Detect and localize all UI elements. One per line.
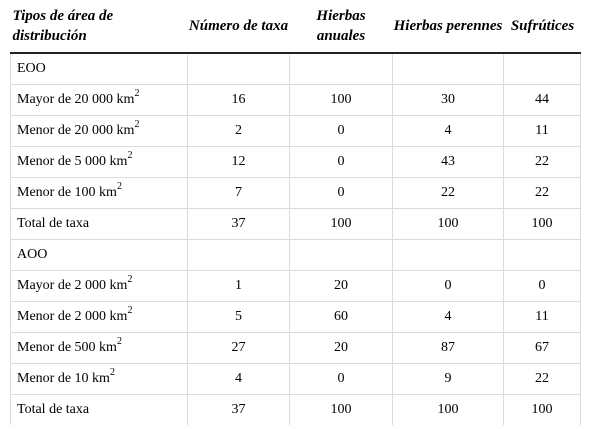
section-row: [11, 240, 581, 271]
table-cell: [504, 240, 581, 271]
table-cell: 22: [504, 147, 581, 178]
row-label: [11, 333, 188, 364]
table-cell: 0: [290, 147, 393, 178]
table-cell: 0: [290, 116, 393, 147]
table-row: [11, 395, 581, 426]
unit-superscript: 2: [134, 119, 140, 131]
unit-superscript: 2: [134, 88, 140, 100]
table-cell: 11: [504, 116, 581, 147]
table-row: [11, 116, 581, 147]
row-label-text: Mayor de 20 000 km: [17, 92, 135, 107]
row-label-text: Menor de 500 km: [17, 340, 117, 355]
table-cell: [290, 53, 393, 85]
distribution-table: [10, 0, 581, 425]
table-cell: [393, 53, 504, 85]
header-subshrubs: Sufrútices: [504, 0, 581, 53]
row-label: [11, 147, 188, 178]
row-label: [11, 116, 188, 147]
table-cell: 27: [188, 333, 290, 364]
header-annual-herbs: Hierbas anuales: [290, 0, 393, 53]
row-label-text: Menor de 2 000 km: [17, 309, 128, 324]
table-cell: 100: [393, 209, 504, 240]
row-label-text: Menor de 100 km: [17, 185, 117, 200]
table-cell: 4: [188, 364, 290, 395]
table-cell: 22: [504, 364, 581, 395]
table-cell: 16: [188, 85, 290, 116]
row-label: [11, 209, 188, 240]
table-cell: 100: [504, 395, 581, 426]
row-label: [11, 271, 188, 302]
table-row: [11, 147, 581, 178]
table-row: [11, 333, 581, 364]
header-perennial-herbs: Hierbas perennes: [393, 0, 504, 53]
table-cell: 44: [504, 85, 581, 116]
row-label: [11, 85, 188, 116]
row-label-text: Menor de 5 000 km: [17, 154, 128, 169]
table-cell: 100: [290, 209, 393, 240]
table-cell: 4: [393, 116, 504, 147]
table-cell: [188, 240, 290, 271]
table-cell: 0: [504, 271, 581, 302]
row-label: [11, 178, 188, 209]
row-label: [11, 364, 188, 395]
table-row: [11, 85, 581, 116]
table-header-row: [11, 0, 581, 53]
table-cell: 67: [504, 333, 581, 364]
table-cell: 20: [290, 271, 393, 302]
table-cell: 9: [393, 364, 504, 395]
table-cell: 0: [290, 364, 393, 395]
table-cell: 12: [188, 147, 290, 178]
table-cell: 100: [504, 209, 581, 240]
unit-superscript: 2: [109, 367, 115, 379]
unit-superscript: 2: [127, 150, 133, 162]
table-cell: 7: [188, 178, 290, 209]
section-row: [11, 53, 581, 85]
row-label-text: Total de taxa: [17, 402, 90, 417]
table-cell: [504, 53, 581, 85]
table-cell: 100: [290, 395, 393, 426]
row-label-text: Menor de 20 000 km: [17, 123, 135, 138]
row-label-text: Mayor de 2 000 km: [17, 278, 128, 293]
unit-superscript: 2: [116, 181, 122, 193]
table-cell: 60: [290, 302, 393, 333]
row-label-text: Total de taxa: [17, 216, 90, 231]
header-taxa-count: Número de taxa: [188, 0, 290, 53]
table-row: [11, 209, 581, 240]
row-label: [11, 395, 188, 426]
table-cell: 0: [393, 271, 504, 302]
table-row: [11, 271, 581, 302]
row-label: [11, 302, 188, 333]
table-cell: 43: [393, 147, 504, 178]
unit-superscript: 2: [127, 274, 133, 286]
table-cell: 100: [290, 85, 393, 116]
table-cell: 0: [290, 178, 393, 209]
section-label: [11, 53, 188, 85]
unit-superscript: 2: [116, 336, 122, 348]
section-label: [11, 240, 188, 271]
table-cell: [393, 240, 504, 271]
table-cell: 87: [393, 333, 504, 364]
table-cell: 37: [188, 209, 290, 240]
table-body: [11, 53, 581, 425]
table-cell: 2: [188, 116, 290, 147]
table-cell: 20: [290, 333, 393, 364]
header-distribution-type: Tipos de área de distribución: [11, 0, 188, 53]
table-cell: 4: [393, 302, 504, 333]
table-cell: 1: [188, 271, 290, 302]
table-cell: 11: [504, 302, 581, 333]
table-row: [11, 302, 581, 333]
table-cell: 22: [393, 178, 504, 209]
table-cell: 37: [188, 395, 290, 426]
table-row: [11, 178, 581, 209]
distribution-table-container: [10, 0, 580, 425]
table-cell: 22: [504, 178, 581, 209]
unit-superscript: 2: [127, 305, 133, 317]
table-cell: 5: [188, 302, 290, 333]
table-row: [11, 364, 581, 395]
row-label-text: EOO: [17, 61, 46, 76]
row-label-text: Menor de 10 km: [17, 371, 110, 386]
row-label-text: AOO: [17, 247, 48, 262]
table-cell: 30: [393, 85, 504, 116]
table-cell: 100: [393, 395, 504, 426]
table-cell: [188, 53, 290, 85]
table-cell: [290, 240, 393, 271]
